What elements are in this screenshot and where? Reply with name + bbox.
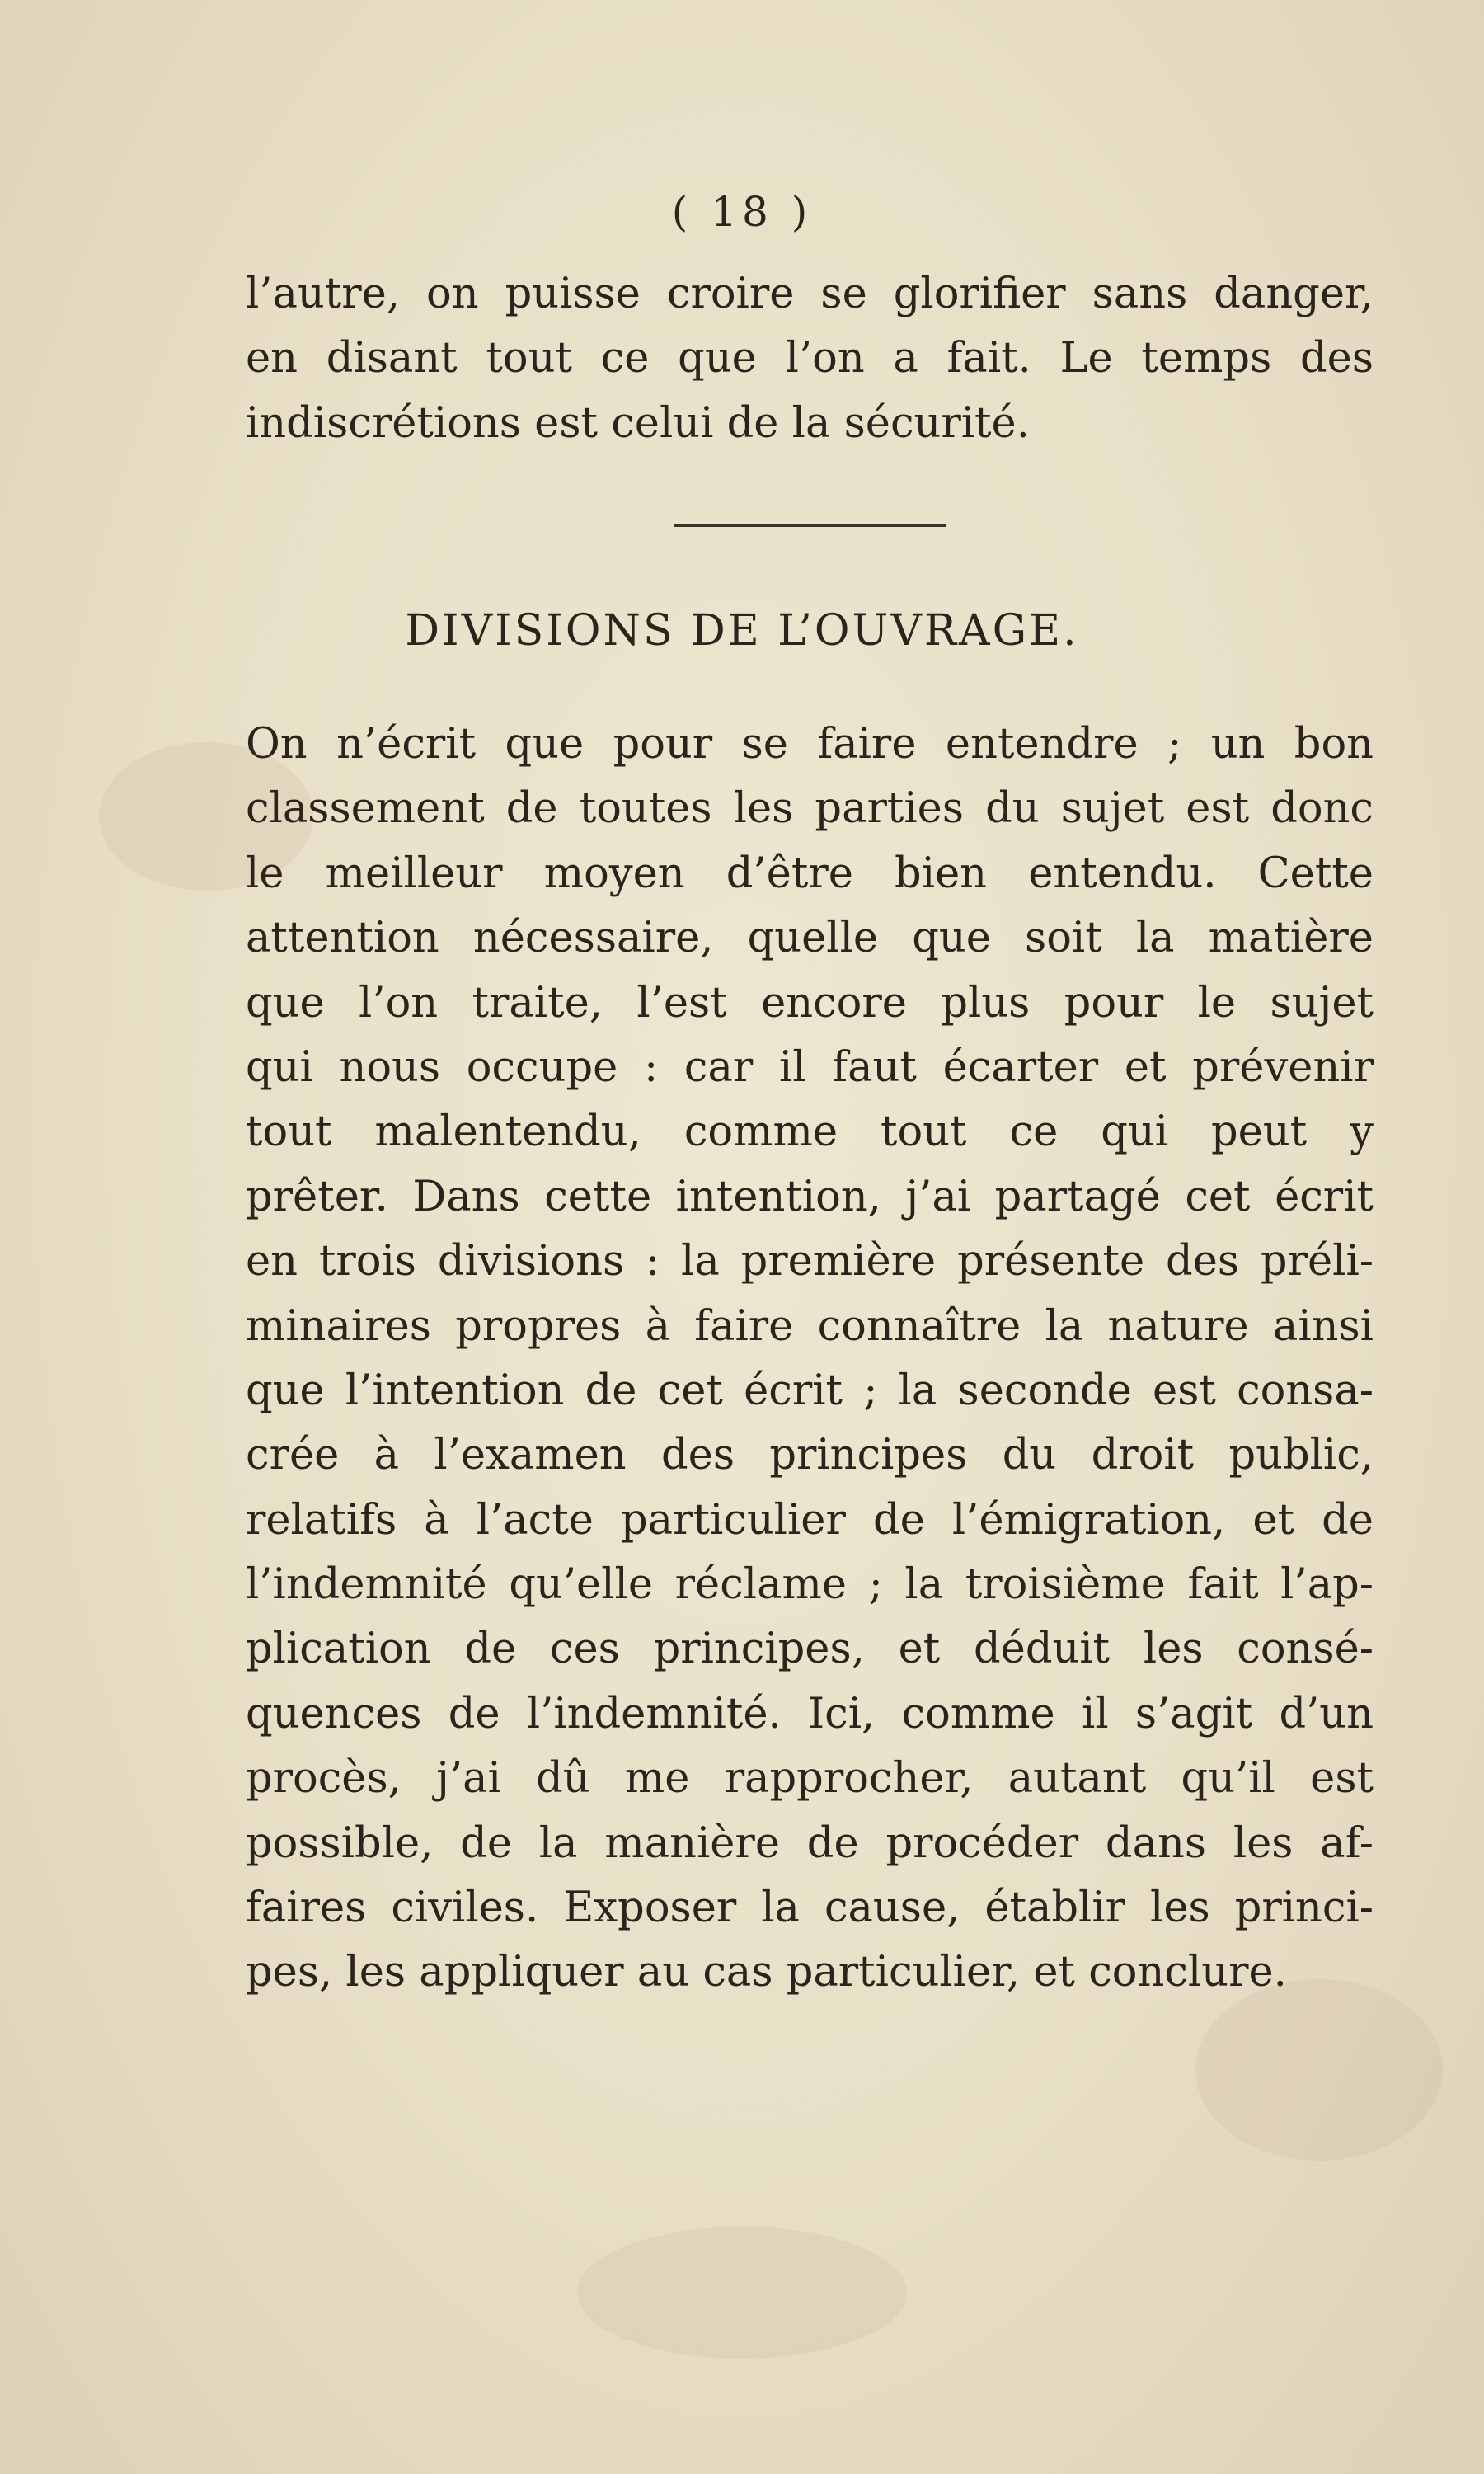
text-line: quences de l’indemnité. Ici, comme il s’agit d’un [246, 1689, 1374, 1738]
text-line: procès, j’ai dû me rapprocher, autant qu’il est [246, 1754, 1374, 1804]
text-line: plication de ces principes, et déduit les consé- [246, 1625, 1374, 1674]
text-line: relatifs à l’acte particulier de l’émigration, et de [246, 1495, 1374, 1545]
page-number: ( 18 ) [671, 188, 813, 236]
text-line: prêter. Dans cette intention, j’ai partagé cet écrit [246, 1172, 1374, 1221]
text-line: en trois divisions : la première présente des préli- [246, 1237, 1374, 1286]
text-line: crée à l’examen des principes du droit public, [246, 1431, 1374, 1480]
text-line: minaires propres à faire connaître la nature ainsi [246, 1301, 1374, 1351]
text-line: On n’écrit que pour se faire entendre ; un bon [246, 720, 1374, 769]
text-line: faires civiles. Exposer la cause, établir les princi- [246, 1884, 1374, 1933]
text-line: qui nous occupe : car il faut écarter et prévenir [246, 1042, 1374, 1092]
text-line: indiscrétions est celui de la sécurité. [246, 398, 1030, 448]
text-line: tout malentendu, comme tout ce qui peut y [246, 1108, 1374, 1157]
section-heading: DIVISIONS DE L’OUVRAGE. [405, 606, 1079, 656]
paper-stain [1195, 1979, 1443, 2161]
section-divider [674, 524, 946, 527]
text-line: l’autre, on puisse croire se glorifier sans danger, [246, 270, 1374, 318]
text-line: pes, les appliquer au cas particulier, et conclure. [246, 1948, 1287, 1997]
text-line: le meilleur moyen d’être bien entendu. Cette [246, 849, 1374, 898]
text-line: que l’intention de cet écrit ; la seconde est consa- [246, 1366, 1374, 1415]
text-line: attention nécessaire, quelle que soit la matière [246, 914, 1374, 963]
intro-paragraph [246, 262, 1374, 456]
text-line: possible, de la manière de procéder dans les af- [246, 1818, 1374, 1868]
text-line: que l’on traite, l’est encore plus pour le sujet [246, 978, 1374, 1028]
body-paragraph [246, 713, 1374, 2006]
paper-stain [577, 2227, 907, 2359]
text-line: l’indemnité qu’elle réclame ; la troisième fait l’ap- [246, 1560, 1374, 1610]
text-line: en disant tout ce que l’on a fait. Le temps des [246, 334, 1374, 383]
text-line: classement de toutes les parties du sujet est donc [246, 784, 1374, 834]
